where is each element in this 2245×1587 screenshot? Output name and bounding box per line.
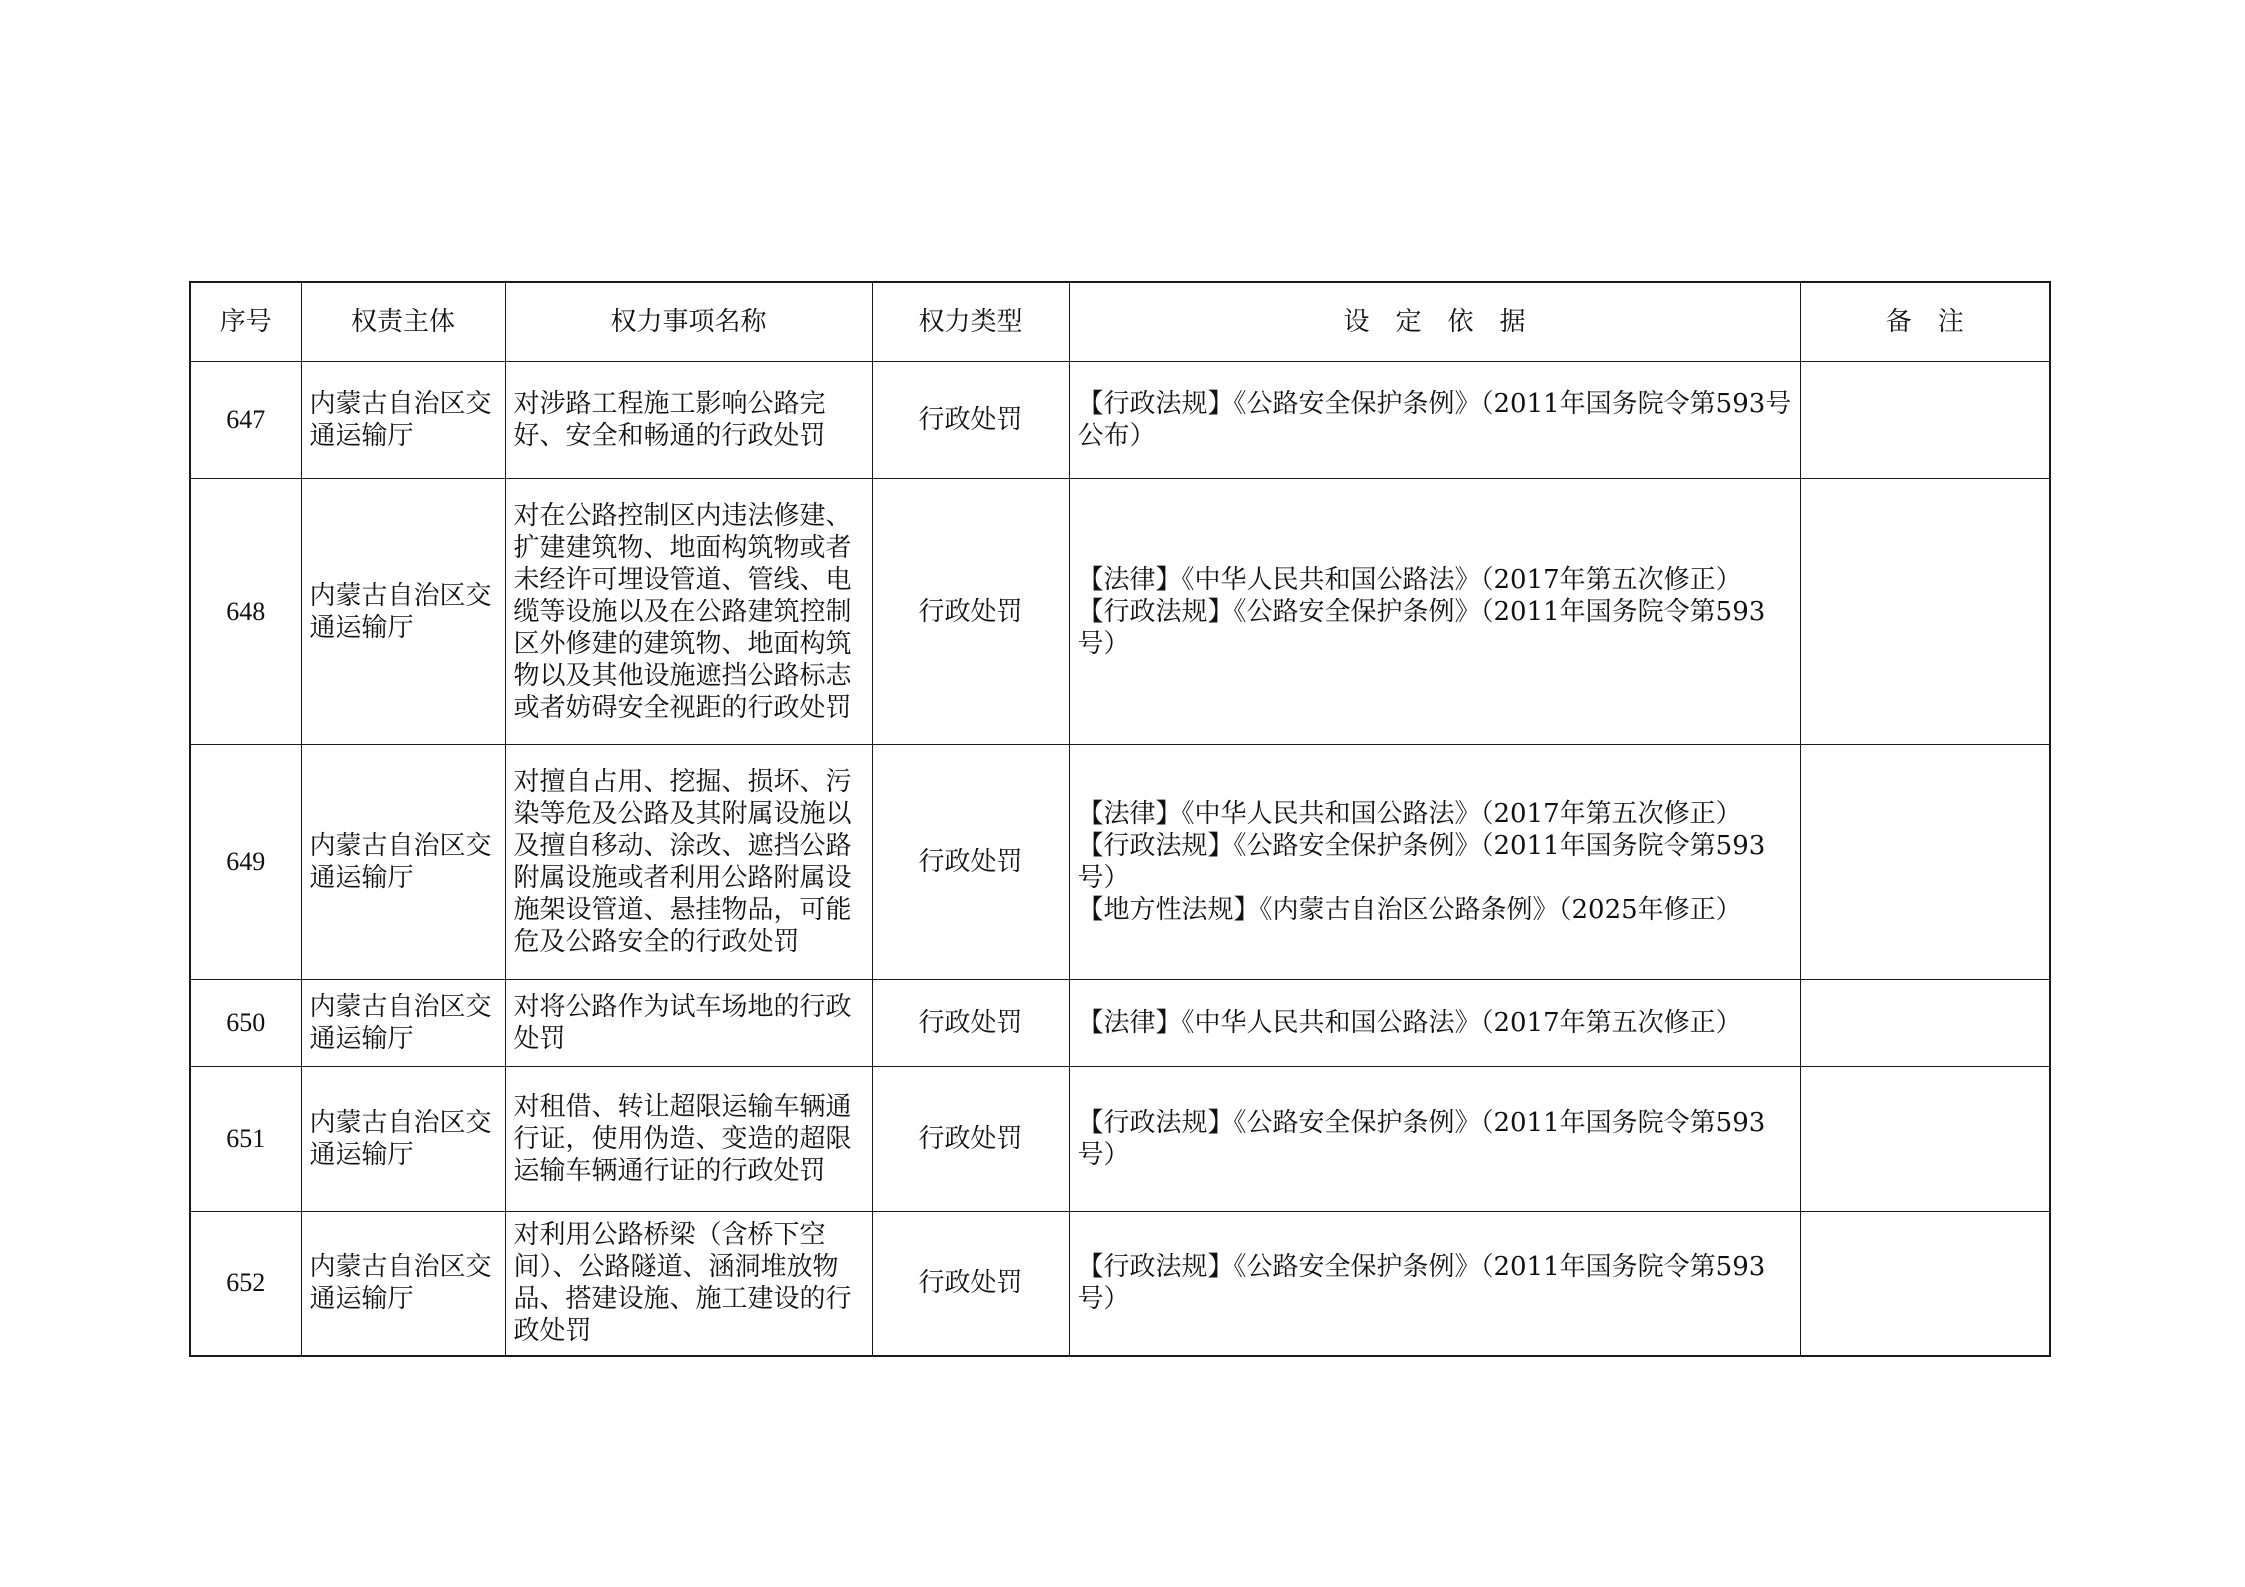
row-type-cell: 行政处罚 — [872, 745, 1069, 980]
row-basis-cell — [1069, 1212, 1800, 1356]
basis-entry: 【行政法规】《公路安全保护条例》（2011年国务院令第593号） — [1077, 596, 1766, 659]
header-index: 序号 — [190, 282, 301, 362]
table-row — [190, 745, 2050, 980]
basis-entry: 【地方性法规】《内蒙古自治区公路条例》（2025年修正） — [1077, 895, 1742, 925]
row-index-cell: 651 — [190, 1067, 301, 1212]
row-item-name-cell: 对擅自占用、挖掘、损坏、污染等危及公路及其附属设施以及擅自移动、涂改、遮挡公路附属设施或者利用公路附属设施架设管道、悬挂物品，可能危及公路安全的行政处罚 — [505, 745, 872, 980]
header-remark: 备 注 — [1800, 282, 2050, 362]
basis-entry: 【行政法规】《公路安全保护条例》（2011年国务院令第593号） — [1077, 1252, 1766, 1315]
row-remark-cell — [1800, 362, 2050, 479]
row-index-cell: 650 — [190, 980, 301, 1067]
header-basis: 设 定 依 据 — [1069, 282, 1800, 362]
basis-entry: 【行政法规】《公路安全保护条例》（2011年国务院令第593号公布） — [1077, 389, 1792, 451]
row-subject-cell: 内蒙古自治区交通运输厅 — [301, 745, 505, 980]
row-item-name-cell: 对将公路作为试车场地的行政处罚 — [505, 980, 872, 1067]
row-type-cell: 行政处罚 — [872, 479, 1069, 745]
row-index-cell: 652 — [190, 1212, 301, 1356]
row-item-name-cell: 对涉路工程施工影响公路完好、安全和畅通的行政处罚 — [505, 362, 872, 479]
row-type-cell: 行政处罚 — [872, 1067, 1069, 1212]
row-subject-cell: 内蒙古自治区交通运输厅 — [301, 980, 505, 1067]
row-index-cell: 649 — [190, 745, 301, 980]
row-subject-cell: 内蒙古自治区交通运输厅 — [301, 1067, 505, 1212]
row-remark-cell — [1800, 1212, 2050, 1356]
row-index-cell: 648 — [190, 479, 301, 745]
header-item-name: 权力事项名称 — [505, 282, 872, 362]
row-index-cell: 647 — [190, 362, 301, 479]
row-basis-cell — [1069, 745, 1800, 980]
row-basis-cell — [1069, 362, 1800, 479]
row-subject-cell: 内蒙古自治区交通运输厅 — [301, 479, 505, 745]
basis-entry: 【法律】《中华人民共和国公路法》（2017年第五次修正） — [1077, 799, 1742, 829]
basis-entry: 【法律】《中华人民共和国公路法》（2017年第五次修正） — [1077, 564, 1742, 595]
row-remark-cell — [1800, 745, 2050, 980]
row-type-cell: 行政处罚 — [872, 362, 1069, 479]
table-row — [190, 1067, 2050, 1212]
row-remark-cell — [1800, 1067, 2050, 1212]
table-row — [190, 980, 2050, 1067]
row-subject-cell: 内蒙古自治区交通运输厅 — [301, 1212, 505, 1356]
basis-entry: 【法律】《中华人民共和国公路法》（2017年第五次修正） — [1077, 1008, 1742, 1038]
row-remark-cell — [1800, 479, 2050, 745]
basis-entry: 【行政法规】《公路安全保护条例》（2011年国务院令第593号） — [1077, 1108, 1766, 1170]
basis-entry: 【行政法规】《公路安全保护条例》（2011年国务院令第593号） — [1077, 831, 1766, 893]
row-subject-cell: 内蒙古自治区交通运输厅 — [301, 362, 505, 479]
header-subject: 权责主体 — [301, 282, 505, 362]
table-row — [190, 479, 2050, 745]
row-item-name-cell: 对租借、转让超限运输车辆通行证，使用伪造、变造的超限运输车辆通行证的行政处罚 — [505, 1067, 872, 1212]
row-type-cell: 行政处罚 — [872, 980, 1069, 1067]
row-basis-cell — [1069, 1067, 1800, 1212]
row-basis-cell — [1069, 980, 1800, 1067]
power-list-table — [189, 281, 2051, 1357]
table-header-row — [190, 282, 2050, 362]
table-row — [190, 362, 2050, 479]
row-item-name-cell: 对利用公路桥梁（含桥下空间）、公路隧道、涵洞堆放物品、搭建设施、施工建设的行政处罚 — [505, 1212, 872, 1356]
row-item-name-cell: 对在公路控制区内违法修建、扩建建筑物、地面构筑物或者未经许可埋设管道、管线、电缆等设施以及在公路建筑控制区外修建的建筑物、地面构筑物以及其他设施遮挡公路标志或者妨碍安全视距的行政处罚 — [505, 479, 872, 745]
row-remark-cell — [1800, 980, 2050, 1067]
header-type: 权力类型 — [872, 282, 1069, 362]
table-body — [190, 362, 2050, 1356]
table-row — [190, 1212, 2050, 1356]
row-basis-cell — [1069, 479, 1800, 745]
row-type-cell: 行政处罚 — [872, 1212, 1069, 1356]
